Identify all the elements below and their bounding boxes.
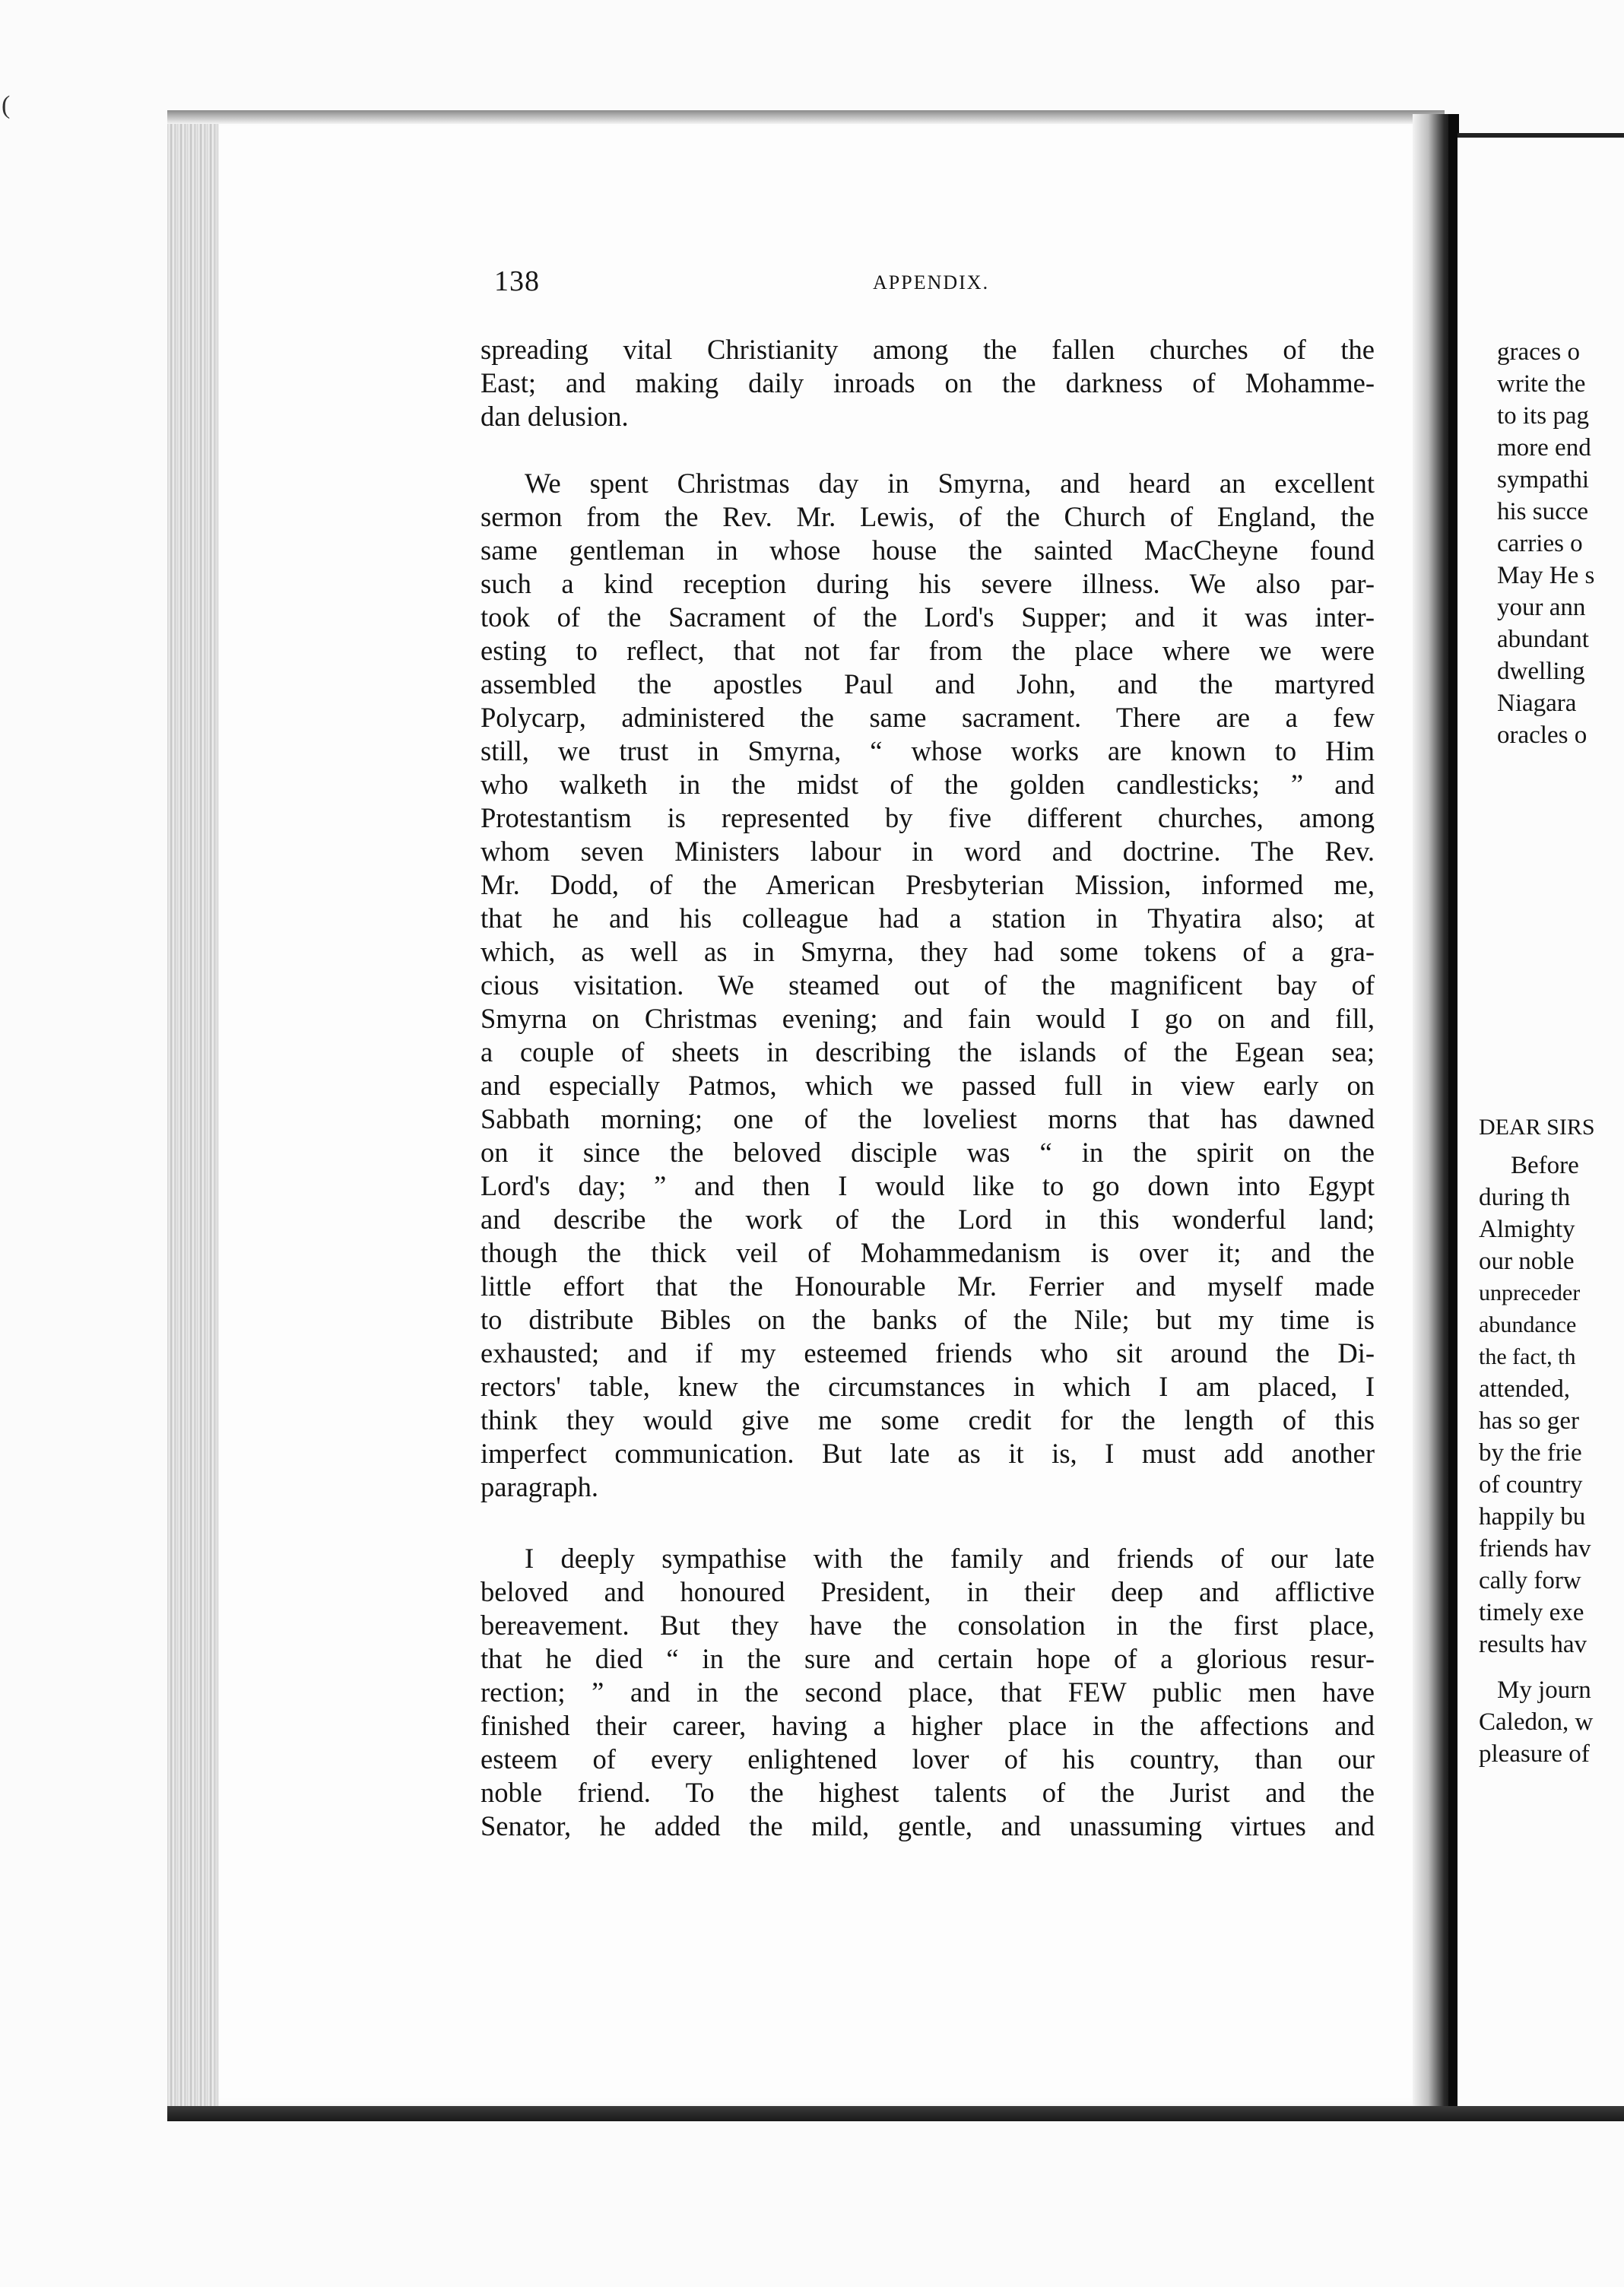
text-line: exhausted; and if my esteemed friends who sit around the Di- (481, 1337, 1375, 1369)
page-number: 138 (494, 265, 540, 297)
text-line: esteem of every enlightened lover of his country, than our (481, 1743, 1375, 1775)
text-line: paragraph. (481, 1471, 599, 1502)
text-line: spreading vital Christianity among the fallen churches of the (481, 334, 1375, 365)
text-line: who walketh in the midst of the golden candlesticks; ” and (481, 769, 1375, 800)
text-line: same gentleman in whose house the sainted MacCheyne found (481, 534, 1375, 566)
right-text-line: our noble (1479, 1248, 1575, 1275)
text-line: noble friend. To the highest talents of the Jurist and the (481, 1777, 1375, 1808)
right-text-line: by the frie (1479, 1439, 1582, 1467)
text-line: Lord's day; ” and then I would like to go down into Egypt (481, 1170, 1375, 1201)
right-text-line: abundance (1479, 1312, 1577, 1337)
text-line: bereavement. But they have the consolation in the first place, (481, 1610, 1375, 1641)
text-line: took of the Sacrament of the Lord's Supper; and it was inter- (481, 601, 1375, 633)
page-top-edge (167, 110, 1445, 124)
right-text-line: carries o (1497, 530, 1583, 557)
text-line: rection; ” and in the second place, that FEW public men have (481, 1676, 1375, 1708)
right-text-line: sympathi (1497, 466, 1589, 493)
text-line: Protestantism is represented by five different churches, among (481, 802, 1375, 833)
right-text-line: Niagara (1497, 690, 1577, 717)
text-line: imperfect communication. But late as it is, I must add another (481, 1438, 1375, 1469)
right-text-line: write the (1497, 370, 1586, 398)
right-text-line: has so ger (1479, 1407, 1579, 1435)
text-line: to distribute Bibles on the banks of the Nile; but my time is (481, 1304, 1375, 1335)
running-head: APPENDIX. (873, 271, 990, 293)
text-line: and describe the work of the Lord in this wonderful land; (481, 1204, 1375, 1235)
right-text-line: during th (1479, 1184, 1571, 1211)
right-text-line: dwelling (1497, 658, 1585, 685)
right-text-line: abundant (1497, 626, 1589, 653)
right-text-line: My journ (1497, 1676, 1591, 1704)
right-text-line: the fact, th (1479, 1344, 1576, 1369)
text-line: I deeply sympathise with the family and friends of our late (525, 1543, 1375, 1574)
text-line: a couple of sheets in describing the islands of the Egean sea; (481, 1036, 1375, 1067)
text-line: finished their career, having a higher place in the affections and (481, 1710, 1375, 1741)
page-header (494, 265, 1376, 303)
text-line: still, we trust in Smyrna, “ whose works are known to Him (481, 735, 1375, 766)
text-line: and especially Patmos, which we passed full in view early on (481, 1070, 1375, 1101)
right-text-line: graces o (1497, 338, 1581, 366)
text-line: whom seven Ministers labour in word and doctrine. The Rev. (481, 836, 1375, 867)
right-page-edge (1457, 133, 1624, 138)
right-text-line: happily bu (1479, 1503, 1586, 1530)
right-text-line: results hav (1479, 1631, 1588, 1658)
text-line: Polycarp, administered the same sacrament. There are a few (481, 702, 1375, 733)
book-gutter (1413, 114, 1452, 2106)
text-line: little effort that the Honourable Mr. Ferrier and myself made (481, 1270, 1375, 1302)
text-line: East; and making daily inroads on the darkness of Mohamme- (481, 367, 1375, 398)
text-line: sermon from the Rev. Mr. Lewis, of the Church of England, the (481, 501, 1375, 532)
right-text-line: your ann (1497, 594, 1586, 621)
right-text-line: unpreceder (1479, 1280, 1581, 1305)
page-edge-stack (167, 110, 220, 2106)
right-text-line: attended, (1479, 1375, 1571, 1403)
text-line: that he died “ in the sure and certain hope of a glorious resur- (481, 1643, 1375, 1674)
right-text-line: Almighty (1479, 1216, 1575, 1243)
text-line: though the thick veil of Mohammedanism is over it; and the (481, 1237, 1375, 1268)
right-text-line: friends hav (1479, 1535, 1591, 1562)
bottom-shadow (167, 2106, 1624, 2121)
right-text-line: of country (1479, 1471, 1583, 1499)
margin-mark: ( (2, 91, 11, 119)
right-text-line: Before (1511, 1152, 1579, 1179)
right-text-line: oracles o (1497, 722, 1588, 749)
text-line: assembled the apostles Paul and John, and the martyred (481, 668, 1375, 699)
text-line: which, as well as in Smyrna, they had some tokens of a gra- (481, 936, 1375, 967)
right-text-line: May He s (1497, 562, 1595, 589)
text-line: Mr. Dodd, of the American Presbyterian Mission, informed me, (481, 869, 1375, 900)
right-text-line: more end (1497, 434, 1591, 462)
right-text-line: cally forw (1479, 1567, 1581, 1594)
right-page-fragment (1457, 133, 1624, 2117)
text-line: We spent Christmas day in Smyrna, and heard an excellent (525, 468, 1375, 499)
right-text-line: to its pag (1497, 402, 1589, 430)
text-line: Smyrna on Christmas evening; and fain would I go on and fill, (481, 1003, 1375, 1034)
text-line: such a kind reception during his severe illness. We also par- (481, 568, 1375, 599)
text-line: Senator, he added the mild, gentle, and unassuming virtues and (481, 1810, 1375, 1841)
right-text-line: his succe (1497, 498, 1589, 525)
right-text-line: pleasure of (1479, 1740, 1590, 1768)
text-line: that he and his colleague had a station in Thyatira also; at (481, 902, 1375, 934)
text-line: Sabbath morning; one of the loveliest morns that has dawned (481, 1103, 1375, 1134)
text-line: dan delusion. (481, 401, 629, 432)
right-text-line: Caledon, w (1479, 1708, 1594, 1736)
right-salutation: DEAR SIRS (1479, 1115, 1595, 1140)
text-line: on it since the beloved disciple was “ in the spirit on the (481, 1137, 1375, 1168)
text-line: think they would give me some credit for the length of this (481, 1404, 1375, 1435)
text-line: esting to reflect, that not far from the place where we were (481, 635, 1375, 666)
text-line: beloved and honoured President, in their deep and afflictive (481, 1576, 1375, 1607)
text-line: rectors' table, knew the circumstances in which I am placed, I (481, 1371, 1375, 1402)
right-text-line: timely exe (1479, 1599, 1584, 1626)
text-line: cious visitation. We steamed out of the magnificent bay of (481, 969, 1375, 1001)
